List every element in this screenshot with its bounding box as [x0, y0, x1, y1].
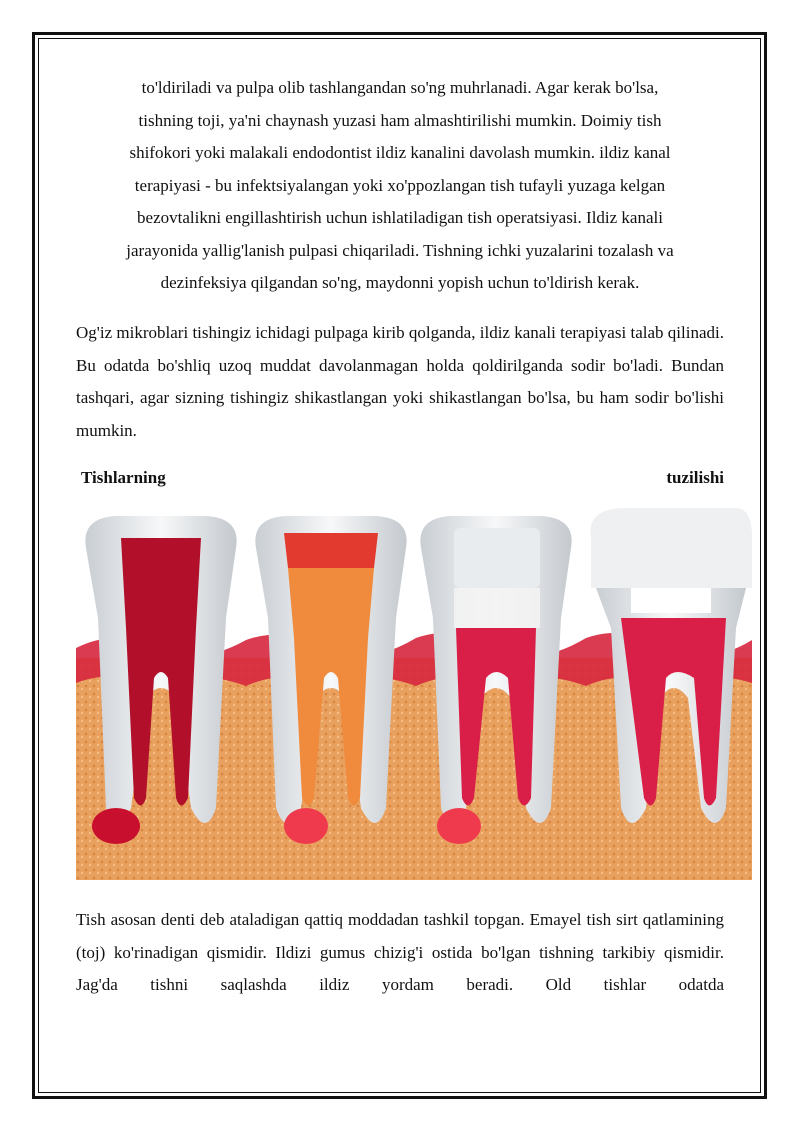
paragraph-line: dezinfeksiya qilgandan so'ng, maydonni yopish uchun to'ldirish kerak.	[160, 273, 640, 292]
paragraph-line: jarayonida yallig'lanish pulpasi chiqariladi. Tishning ichki yuzalarini tozalash va	[126, 240, 674, 260]
paragraph-body: Tish asosan denti deb ataladigan qattiq moddadan tashkil topgan. Emayel tish sirt qatlamining (toj) ko'rinadigan qismidir. Ildizi gumus chizig'i ostida bo'lgan tishning tarkibiy qismidir. Jag'da tishni saqlashda ildiz yordam beradi. Old tishlar odatda	[76, 910, 724, 994]
paragraph-line: to'ldiriladi va pulpa olib tashlangandan so'ng muhrlanadi. Agar kerak bo'lsa,	[141, 78, 659, 97]
figure-caption	[81, 468, 724, 488]
document-content	[76, 72, 724, 994]
caption-left: Tishlarning	[81, 468, 166, 487]
paragraph-line: tishning toji, ya'ni chaynash yuzasi ham almashtirilishi mumkin. Doimiy tish	[138, 110, 662, 130]
paragraph-body: Og'iz mikroblari tishingiz ichidagi pulpaga kirib qolganda, ildiz kanali terapiyasi talab qilinadi. Bu odatda bo'shliq uzoq muddat davolanmagan holda qoldirilganda sodir bo'ladi. Bundan tashqari, agar sizning tishingiz shikastlangan yoki shikastlangan bo'lsa, bu ham sodir bo'lishi mumkin.	[76, 323, 724, 440]
root-canal-teeth-illustration-icon	[76, 508, 752, 880]
paragraph-line: terapiyasi - bu infektsiyalangan yoki xo'ppozlangan tish tufayli yuzaga kelgan	[134, 175, 666, 195]
paragraph-line: shifokori yoki malakali endodontist ildiz kanalini davolash mumkin. ildiz kanal	[129, 143, 671, 162]
paragraph-line: bezovtalikni engillashtirish uchun ishlatiladigan tish operatsiyasi. Ildiz kanali	[137, 208, 663, 227]
caption-right: tuzilishi	[666, 468, 724, 487]
paragraph-centered	[76, 72, 724, 300]
